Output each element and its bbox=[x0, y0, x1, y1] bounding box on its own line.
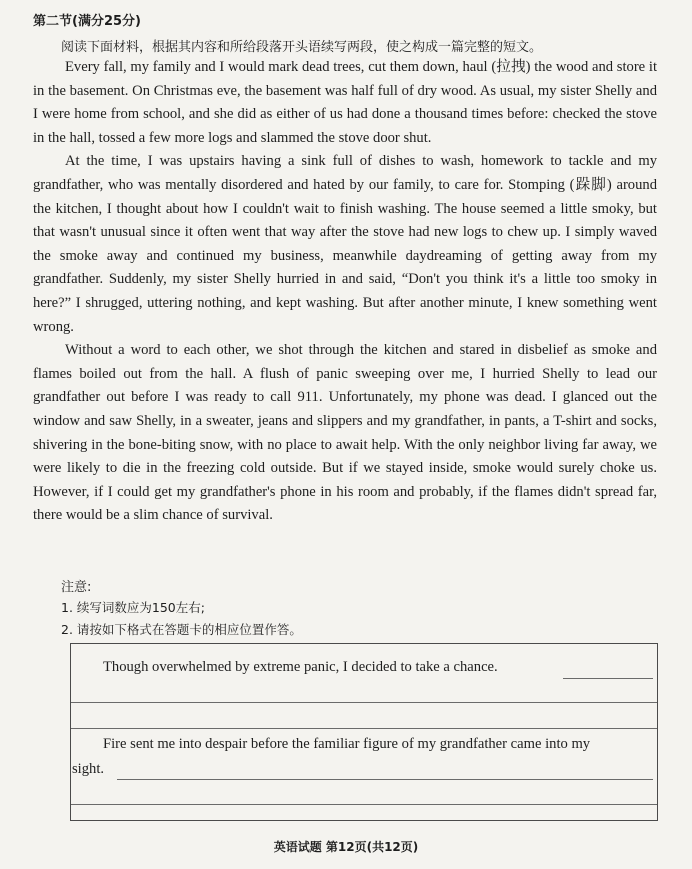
passage-paragraph-3: Without a word to each other, we shot through the kitchen and stared in disbelief as smoke and flames boiled out from the hall. A flush of panic sweeping over me, I hurried Shelly to lead our grandfather out before I was ready to call 911. Unfortunately, my phone was dead. I glanced out the window and saw Shelly, in a sweater, jeans and slippers and my grandfather, in pants, a T-shirt and socks, shivering in the bone-biting snow, with no place to await help. With the only neighbor living far away, we were likely to die in the freezing cold outside. But if we stayed inside, smoke would surely choke us. However, if I could get my grandfather's phone in his room and probably, if the flames didn't spread far, there would be a slim chance of survival. bbox=[33, 342, 657, 524]
notes-title: 注意: bbox=[61, 580, 92, 595]
continuation-prompt-1: Though overwhelmed by extreme panic, I decided to take a chance. bbox=[103, 659, 498, 675]
note-item-1: 1. 续写词数应为150左右; bbox=[61, 600, 205, 615]
passage-paragraph-1: Every fall, my family and I would mark dead trees, cut them down, haul (拉拽) the wood and store it in the basement. On Christmas eve, the basement was half full of dry wood. As usual, my sister Shelly and I were home from school, and she did as either of us had done a thousand times before: checked the stove in the hall, tossed a few more logs and slammed the stove door shut. bbox=[33, 59, 657, 146]
answer-line-1[interactable] bbox=[71, 702, 657, 703]
answer-line-3[interactable] bbox=[71, 804, 657, 805]
answer-box bbox=[70, 643, 658, 821]
reading-passage bbox=[33, 56, 657, 528]
page-footer: 英语试题 第12页(共12页) bbox=[273, 840, 419, 854]
section-title: 第二节(满分25分) bbox=[33, 14, 141, 29]
continuation-prompt-2: Fire sent me into despair before the familiar figure of my grandfather came into my bbox=[103, 736, 591, 752]
continuation-prompt-2-end: sight. bbox=[72, 761, 105, 777]
answer-blank-2a[interactable] bbox=[117, 779, 653, 780]
answer-line-2[interactable] bbox=[71, 728, 657, 729]
answer-blank-1a[interactable] bbox=[563, 678, 653, 679]
passage-paragraph-2: At the time, I was upstairs having a sink full of dishes to wash, homework to tackle and my grandfather, who was mentally disordered and hated by our family, to care for. Stomping (跺脚) around the kitchen, I thought about how I couldn't wait to finish washing. The house seemed a little smoky, but that wasn't unusual since it often went that way after the stove had new logs to chew up. I simply waved the smoke away and continued my business, meanwhile daydreaming of getting away from my grandfather. Suddenly, my sister Shelly hurried in and said, “Don't you think it's a little too smoky in here?” I shrugged, uttering nothing, and kept washing. But after another minute, I knew something went wrong. bbox=[33, 153, 657, 335]
task-instruction: 阅读下面材料，根据其内容和所给段落开头语续写两段，使之构成一篇完整的短文。 bbox=[61, 40, 543, 55]
note-item-2: 2. 请按如下格式在答题卡的相应位置作答。 bbox=[61, 622, 302, 637]
